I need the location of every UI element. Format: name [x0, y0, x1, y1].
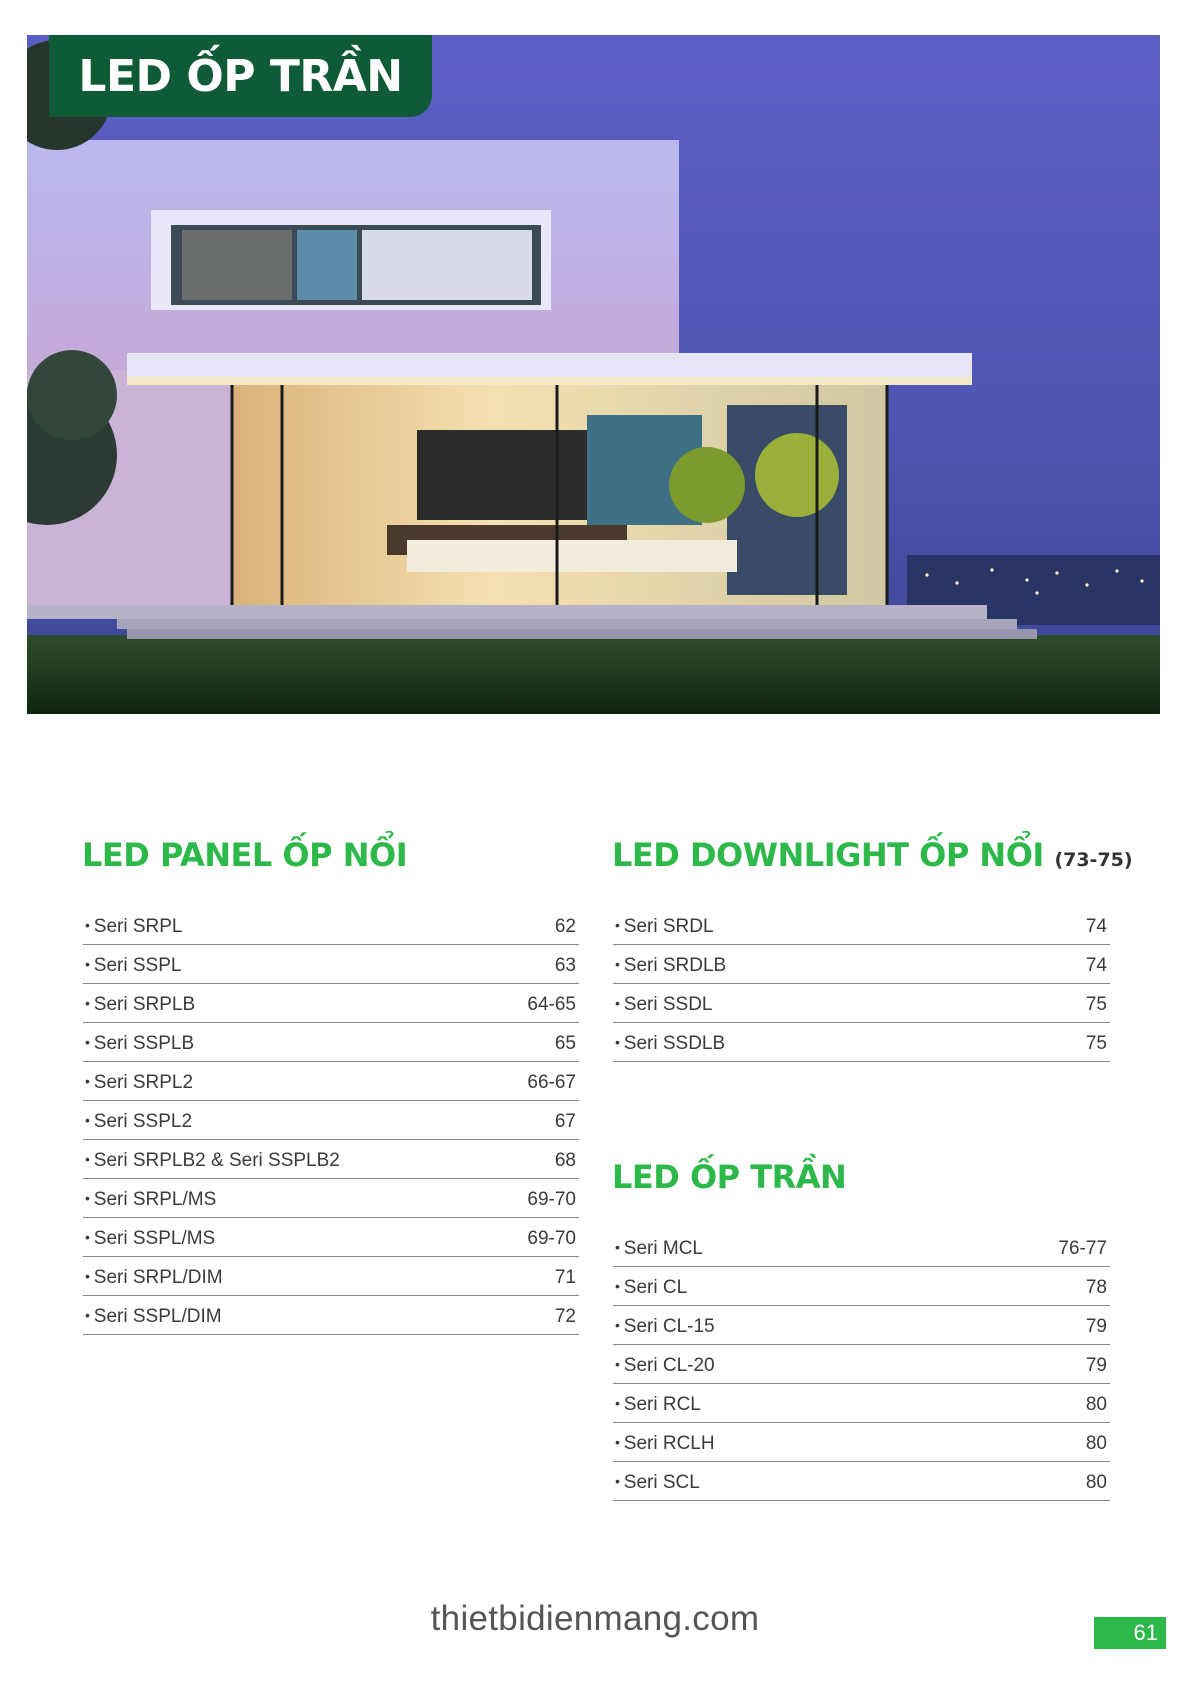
page-ref: 79 — [1085, 1316, 1107, 1337]
series-name: • Seri SRPLB2 & Seri SSPLB2 — [85, 1150, 340, 1172]
footer-website[interactable]: thietbidienmang.com — [430, 1599, 760, 1638]
series-name: • Seri SSPL/MS — [85, 1228, 215, 1250]
page-ref: 67 — [554, 1111, 576, 1132]
series-name: • Seri SRPL2 — [85, 1072, 193, 1094]
section-title-downlight — [612, 836, 1133, 874]
list-item[interactable] — [613, 1306, 1110, 1345]
page-ref: 80 — [1085, 1472, 1107, 1493]
list-item[interactable] — [83, 1179, 579, 1218]
list-item[interactable] — [83, 906, 579, 945]
series-name: • Seri SRPL/DIM — [85, 1267, 223, 1289]
page-ref: 71 — [554, 1267, 576, 1288]
list-item[interactable] — [83, 1140, 579, 1179]
series-name: • Seri RCL — [615, 1394, 701, 1416]
list-item[interactable] — [613, 984, 1110, 1023]
series-name: • Seri CL-15 — [615, 1316, 715, 1338]
series-name: • Seri SRDL — [615, 916, 714, 938]
series-name: • Seri SSDL — [615, 994, 713, 1016]
list-item[interactable] — [83, 945, 579, 984]
series-name: • Seri SSPL2 — [85, 1111, 192, 1133]
series-name: • Seri SRPLB — [85, 994, 195, 1016]
page-ref: 80 — [1085, 1394, 1107, 1415]
series-name: • Seri SRDLB — [615, 955, 726, 977]
page-ref: 66-67 — [527, 1072, 576, 1093]
downlight-series-list — [613, 906, 1110, 1062]
page-number-badge — [1094, 1617, 1166, 1649]
hero-title: LED ỐP TRẦN — [78, 50, 403, 102]
series-name: • Seri RCLH — [615, 1433, 715, 1455]
page-ref: 72 — [554, 1306, 576, 1327]
list-item[interactable] — [83, 1062, 579, 1101]
page-number: 61 — [1133, 1620, 1158, 1645]
page-ref: 78 — [1085, 1277, 1107, 1298]
list-item[interactable] — [613, 906, 1110, 945]
list-item[interactable] — [83, 1296, 579, 1335]
panel-title-text: LED PANEL ỐP NỔI — [82, 836, 408, 874]
page-ref: 69-70 — [527, 1189, 576, 1210]
ceiling-series-list — [613, 1228, 1110, 1501]
section-title-panel — [82, 836, 407, 874]
ceiling-title-text: LED ỐP TRẦN — [612, 1158, 847, 1196]
page-ref: 75 — [1085, 994, 1107, 1015]
series-name: • Seri SRPL/MS — [85, 1189, 216, 1211]
page-ref: 68 — [554, 1150, 576, 1171]
page-ref: 69-70 — [527, 1228, 576, 1249]
series-name: • Seri MCL — [615, 1238, 703, 1260]
list-item[interactable] — [613, 1228, 1110, 1267]
page-ref: 64-65 — [527, 994, 576, 1015]
series-name: • Seri CL-20 — [615, 1355, 715, 1377]
list-item[interactable] — [83, 1257, 579, 1296]
page-ref: 76-77 — [1058, 1238, 1107, 1259]
list-item[interactable] — [83, 1023, 579, 1062]
list-item[interactable] — [613, 1267, 1110, 1306]
panel-series-list — [83, 906, 579, 1335]
hero-title-badge — [49, 35, 432, 117]
downlight-page-range: (73-75) — [1054, 849, 1133, 871]
list-item[interactable] — [83, 984, 579, 1023]
page-ref: 63 — [554, 955, 576, 976]
list-item[interactable] — [613, 1345, 1110, 1384]
series-name: • Seri SSPL/DIM — [85, 1306, 222, 1328]
list-item[interactable] — [613, 1423, 1110, 1462]
downlight-title-text: LED DOWNLIGHT ỐP NỔI — [612, 836, 1044, 874]
page-ref: 74 — [1085, 916, 1107, 937]
series-name: • Seri SSDLB — [615, 1033, 725, 1055]
list-item[interactable] — [83, 1218, 579, 1257]
page-ref: 65 — [554, 1033, 576, 1054]
hero-image — [27, 35, 1160, 714]
series-name: • Seri SSPLB — [85, 1033, 194, 1055]
series-name: • Seri SRPL — [85, 916, 183, 938]
list-item[interactable] — [613, 1462, 1110, 1501]
page-ref: 74 — [1085, 955, 1107, 976]
section-title-ceiling — [612, 1158, 846, 1196]
page-ref: 75 — [1085, 1033, 1107, 1054]
list-item[interactable] — [83, 1101, 579, 1140]
list-item[interactable] — [613, 1023, 1110, 1062]
list-item[interactable] — [613, 945, 1110, 984]
series-name: • Seri SSPL — [85, 955, 181, 977]
page-ref: 80 — [1085, 1433, 1107, 1454]
list-item[interactable] — [613, 1384, 1110, 1423]
series-name: • Seri CL — [615, 1277, 687, 1299]
page-ref: 62 — [554, 916, 576, 937]
house-photo-illustration — [27, 35, 1160, 714]
page-ref: 79 — [1085, 1355, 1107, 1376]
series-name: • Seri SCL — [615, 1472, 700, 1494]
